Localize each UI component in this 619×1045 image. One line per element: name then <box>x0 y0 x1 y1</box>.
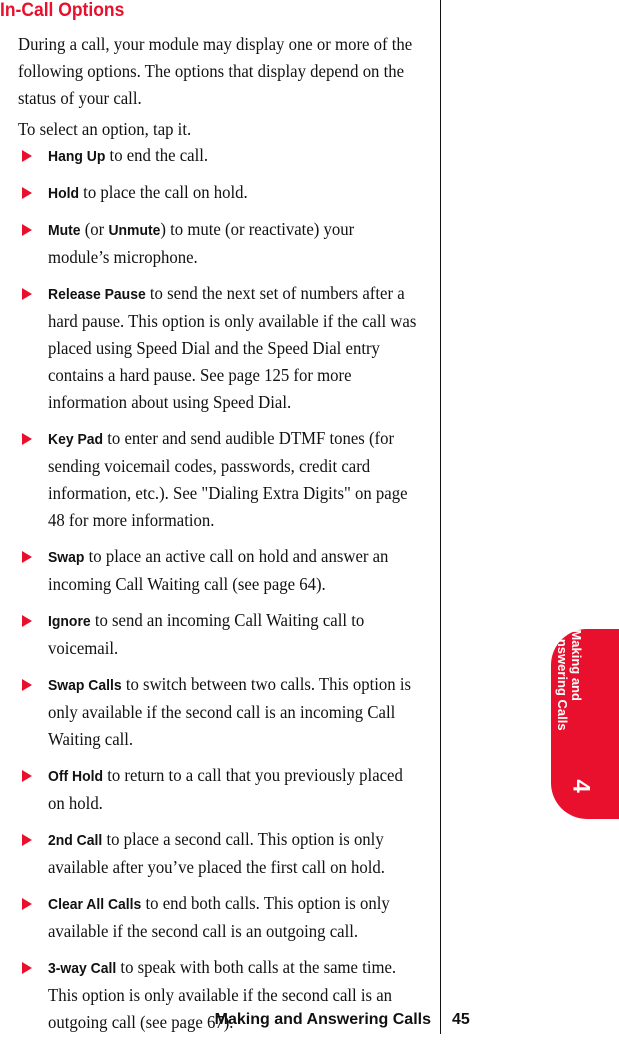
bullet-arrow-icon <box>22 615 32 627</box>
option-text <box>48 826 413 881</box>
bullet-arrow-icon <box>22 150 32 162</box>
bullet-arrow-icon <box>22 834 32 846</box>
option-description-line: to switch between two calls. This option is <box>121 674 412 694</box>
option-description-line: to place a second call. This option is only <box>102 829 384 849</box>
option-description-line: to return to a call that you previously placed <box>103 765 403 785</box>
option-description-line: module’s microphone. <box>48 247 198 267</box>
option-description-line: placed using Speed Dial and the Speed Dial entry <box>48 338 380 358</box>
option-item <box>0 543 440 598</box>
footer-section-title: Making and Answering Calls <box>214 1011 431 1028</box>
option-description-line: This option is only available if the second call is an <box>48 985 393 1005</box>
option-description-line: to place the call on hold. <box>78 182 248 202</box>
page-number: 45 <box>452 1011 470 1028</box>
bullet-arrow-icon <box>22 770 32 782</box>
column-divider <box>440 0 441 1034</box>
option-item <box>0 762 440 817</box>
option-description-line: incoming Call Waiting call (see page 64). <box>48 574 326 594</box>
section-heading: In-Call Options <box>0 0 125 21</box>
option-keyword: Unmute <box>108 222 161 239</box>
bullet-arrow-icon <box>22 187 32 199</box>
option-keyword: Mute <box>48 222 81 239</box>
option-description-line: information, etc.). See "Dialing Extra Digits" on page <box>48 483 408 503</box>
option-text <box>48 280 417 416</box>
option-keyword: Hold <box>48 185 79 202</box>
intro-line: During a call, your module may display one or more of the <box>18 34 413 54</box>
option-description-line: to end the call. <box>105 145 209 165</box>
option-description-line: hard pause. This option is only available if the call was <box>48 311 417 331</box>
chapter-tab-label <box>555 629 583 730</box>
bullet-arrow-icon <box>22 433 32 445</box>
option-text <box>48 179 413 207</box>
option-keyword: Release Pause <box>48 286 146 303</box>
option-item <box>0 607 440 662</box>
option-text <box>48 543 413 598</box>
options-list <box>0 142 440 1045</box>
option-description-line: on hold. <box>48 793 103 813</box>
chapter-tab-line: Making and <box>569 629 584 701</box>
bullet-arrow-icon <box>22 962 32 974</box>
option-description-line: to enter and send audible DTMF tones (for <box>103 428 395 448</box>
option-description-line: sending voicemail codes, passwords, credit card <box>48 456 371 476</box>
option-description-line: outgoing call (see page 67). <box>48 1012 234 1032</box>
option-description-line: Waiting call. <box>48 729 134 749</box>
intro-line: status of your call. <box>18 88 142 108</box>
option-description-line: to end both calls. This option is only <box>141 893 390 913</box>
option-description-line: to speak with both calls at the same time. <box>116 957 397 977</box>
option-text <box>48 425 413 534</box>
option-text <box>48 671 413 753</box>
chapter-number: 4 <box>567 779 595 793</box>
option-item <box>0 280 440 416</box>
option-keyword: 2nd Call <box>48 832 103 849</box>
bullet-arrow-icon <box>22 288 32 300</box>
intro-paragraph <box>18 31 413 112</box>
option-text <box>48 607 413 662</box>
option-keyword: 3-way Call <box>48 960 117 977</box>
option-text <box>48 142 413 170</box>
option-description-line: available after you’ve placed the first call on hold. <box>48 857 385 877</box>
option-keyword: Clear All Calls <box>48 896 142 913</box>
option-item <box>0 142 440 170</box>
option-text <box>48 762 413 817</box>
bullet-arrow-icon <box>22 679 32 691</box>
option-description-line: to send the next set of numbers after a <box>145 283 405 303</box>
option-keyword: Off Hold <box>48 768 104 785</box>
option-item <box>0 425 440 534</box>
option-description-line: information about using Speed Dial. <box>48 392 292 412</box>
option-description-line: to send an incoming Call Waiting call to <box>90 610 365 630</box>
option-description-line: to place an active call on hold and answer an <box>84 546 389 566</box>
bullet-arrow-icon <box>22 224 32 236</box>
option-item <box>0 890 440 945</box>
option-text <box>48 216 413 271</box>
option-aside: (or <box>80 219 109 239</box>
bullet-arrow-icon <box>22 551 32 563</box>
option-text <box>48 890 413 945</box>
bullet-arrow-icon <box>22 898 32 910</box>
option-description-line: available if the second call is an outgoing call. <box>48 921 359 941</box>
option-description-line: only available if the second call is an incoming Call <box>48 702 396 722</box>
option-description-line: contains a hard pause. See page 125 for more <box>48 365 352 385</box>
option-description-line: ) to mute (or reactivate) your <box>160 219 355 239</box>
intro-line: following options. The options that display depend on the <box>18 61 405 81</box>
option-keyword: Hang Up <box>48 148 106 165</box>
option-item <box>0 179 440 207</box>
option-keyword: Ignore <box>48 613 91 630</box>
option-item <box>0 826 440 881</box>
option-description-line: 48 for more information. <box>48 510 215 530</box>
instruction-paragraph: To select an option, tap it. <box>18 119 192 139</box>
option-keyword: Swap <box>48 549 85 566</box>
option-keyword: Swap Calls <box>48 677 122 694</box>
chapter-tab-line: Answering Calls <box>555 629 570 731</box>
option-description-line: voicemail. <box>48 638 119 658</box>
option-keyword: Key Pad <box>48 431 104 448</box>
option-item <box>0 216 440 271</box>
option-item <box>0 671 440 753</box>
